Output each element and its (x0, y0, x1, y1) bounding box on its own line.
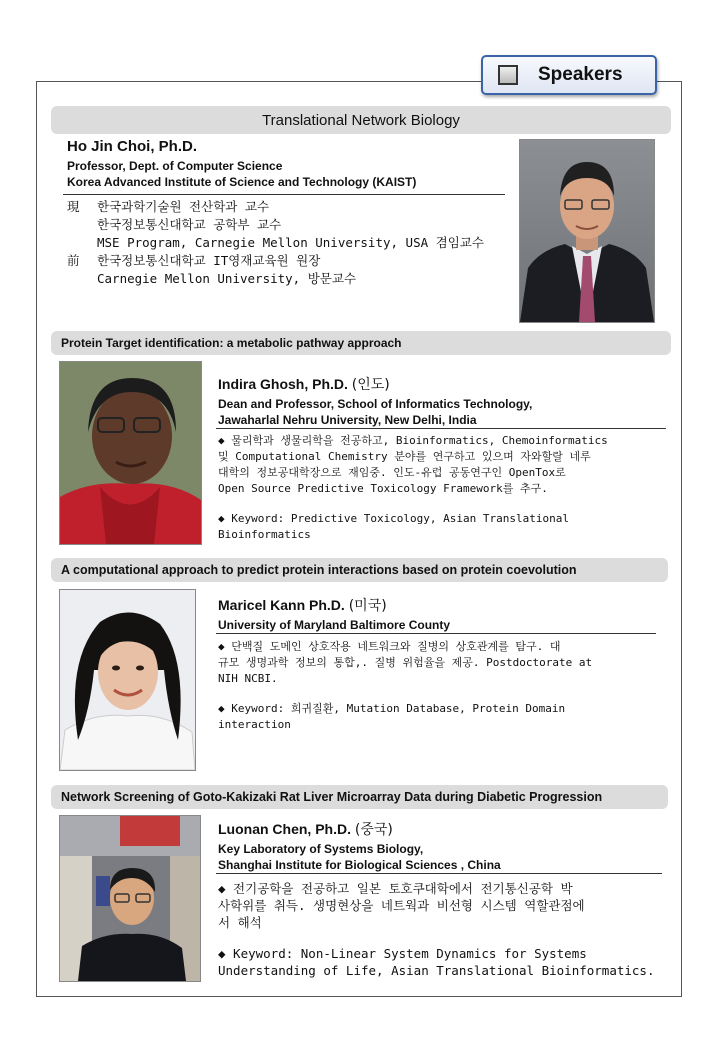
description-line: ◆ 전기공학을 전공하고 일본 토호쿠대학에서 전기통신공학 박 (218, 881, 573, 896)
speaker-nationality: (인도) (351, 377, 390, 393)
bio-line: 한국과학기술원 전산학과 교수 (97, 199, 270, 214)
speaker-info (218, 595, 450, 633)
description-line: 대학의 정보공대학장으로 재임중. 인도-유럽 공동연구인 OpenTox로 (218, 466, 566, 479)
keyword-line: ◆ Keyword: Non-Linear System Dynamics for Systems (218, 946, 587, 961)
speaker-affiliation-line: Dean and Professor, School of Informatics Technology, (218, 397, 533, 411)
chair-info (67, 138, 416, 190)
keyword-line: Understanding of Life, Asian Translational Bioinformatics. (218, 963, 655, 978)
bio-line: 한국정보통신대학교 공학부 교수 (97, 217, 282, 232)
bio-mark (67, 270, 97, 288)
speaker-affiliation-line: Key Laboratory of Systems Biology, (218, 842, 424, 856)
speaker-photo (59, 815, 201, 982)
chair-bio (67, 198, 484, 288)
bio-line: 한국정보통신대학교 IT영재교육원 원장 (97, 253, 321, 268)
tab-label: Speakers (538, 64, 623, 85)
bio-line: MSE Program, Carnegie Mellon University, USA 겸임교수 (97, 235, 484, 250)
divider (63, 194, 505, 195)
bio-mark: 現 (67, 199, 80, 214)
session-title: Translational Network Biology (51, 106, 671, 134)
description-line: 사학위를 취득. 생명현상을 네트웍과 비선형 시스템 역할관점에 (218, 898, 585, 913)
chair-photo (519, 139, 655, 323)
keyword-line: interaction (218, 718, 291, 731)
bio-mark (67, 234, 97, 252)
divider (216, 873, 662, 874)
keyword-line: ◆ Keyword: 희귀질환, Mutation Database, Protein Domain (218, 702, 566, 715)
speaker-nationality: (미국) (348, 598, 387, 614)
speaker-name: Maricel Kann Ph.D. (218, 597, 345, 613)
speaker-affiliation-line: Jawaharlal Nehru University, New Delhi, India (218, 413, 477, 427)
talk-title: Network Screening of Goto-Kakizaki Rat Liver Microarray Data during Diabetic Progression (51, 785, 668, 809)
bio-mark (67, 216, 97, 234)
checkbox-icon (498, 65, 518, 85)
description-line: NIH NCBI. (218, 672, 278, 685)
divider (216, 428, 666, 429)
bio-line: Carnegie Mellon University, 방문교수 (97, 271, 357, 286)
speakers-tab (481, 55, 657, 95)
speaker-name: Luonan Chen, Ph.D. (218, 821, 351, 837)
talk-title: A computational approach to predict protein interactions based on protein coevolution (51, 558, 668, 582)
description-line: ◆ 물리학과 생물리학을 전공하고, Bioinformatics, Chemoinformatics (218, 434, 608, 447)
speaker-photo (59, 361, 202, 545)
description-line: 및 Computational Chemistry 분야를 연구하고 있으며 자와할랄 네루 (218, 450, 591, 463)
speaker-name: Indira Ghosh, Ph.D. (218, 376, 348, 392)
talk-title: Protein Target identification: a metabolic pathway approach (51, 331, 671, 355)
description-line: 규모 생명과학 정보의 통합,. 질병 위험율을 제공. Postdoctorate at (218, 656, 593, 669)
speaker-affiliation-line: Shanghai Institute for Biological Sciences , China (218, 858, 501, 872)
speaker-nationality: (중국) (354, 822, 393, 838)
chair-affiliation-line: Professor, Dept. of Computer Science (67, 159, 283, 173)
bio-mark: 前 (67, 253, 80, 268)
speaker-info (218, 819, 501, 873)
speaker-photo (59, 589, 196, 771)
speaker-description (218, 880, 673, 979)
speaker-description (218, 433, 668, 543)
keyword-line: ◆ Keyword: Predictive Toxicology, Asian Translational (218, 512, 569, 525)
description-line: ◆ 단백질 도메인 상호작용 네트워크와 질병의 상호관계를 탐구. 대 (218, 640, 561, 653)
speaker-description (218, 639, 668, 733)
speaker-affiliation-line: University of Maryland Baltimore County (218, 618, 451, 632)
divider (216, 633, 656, 634)
chair-name: Ho Jin Choi, Ph.D. (67, 138, 197, 155)
description-line: 서 해석 (218, 915, 262, 930)
keyword-line: Bioinformatics (218, 528, 311, 541)
speaker-info (218, 374, 532, 428)
chair-affiliation-line: Korea Advanced Institute of Science and Technology (KAIST) (67, 175, 417, 189)
description-line: Open Source Predictive Toxicology Framework를 추구. (218, 482, 548, 495)
